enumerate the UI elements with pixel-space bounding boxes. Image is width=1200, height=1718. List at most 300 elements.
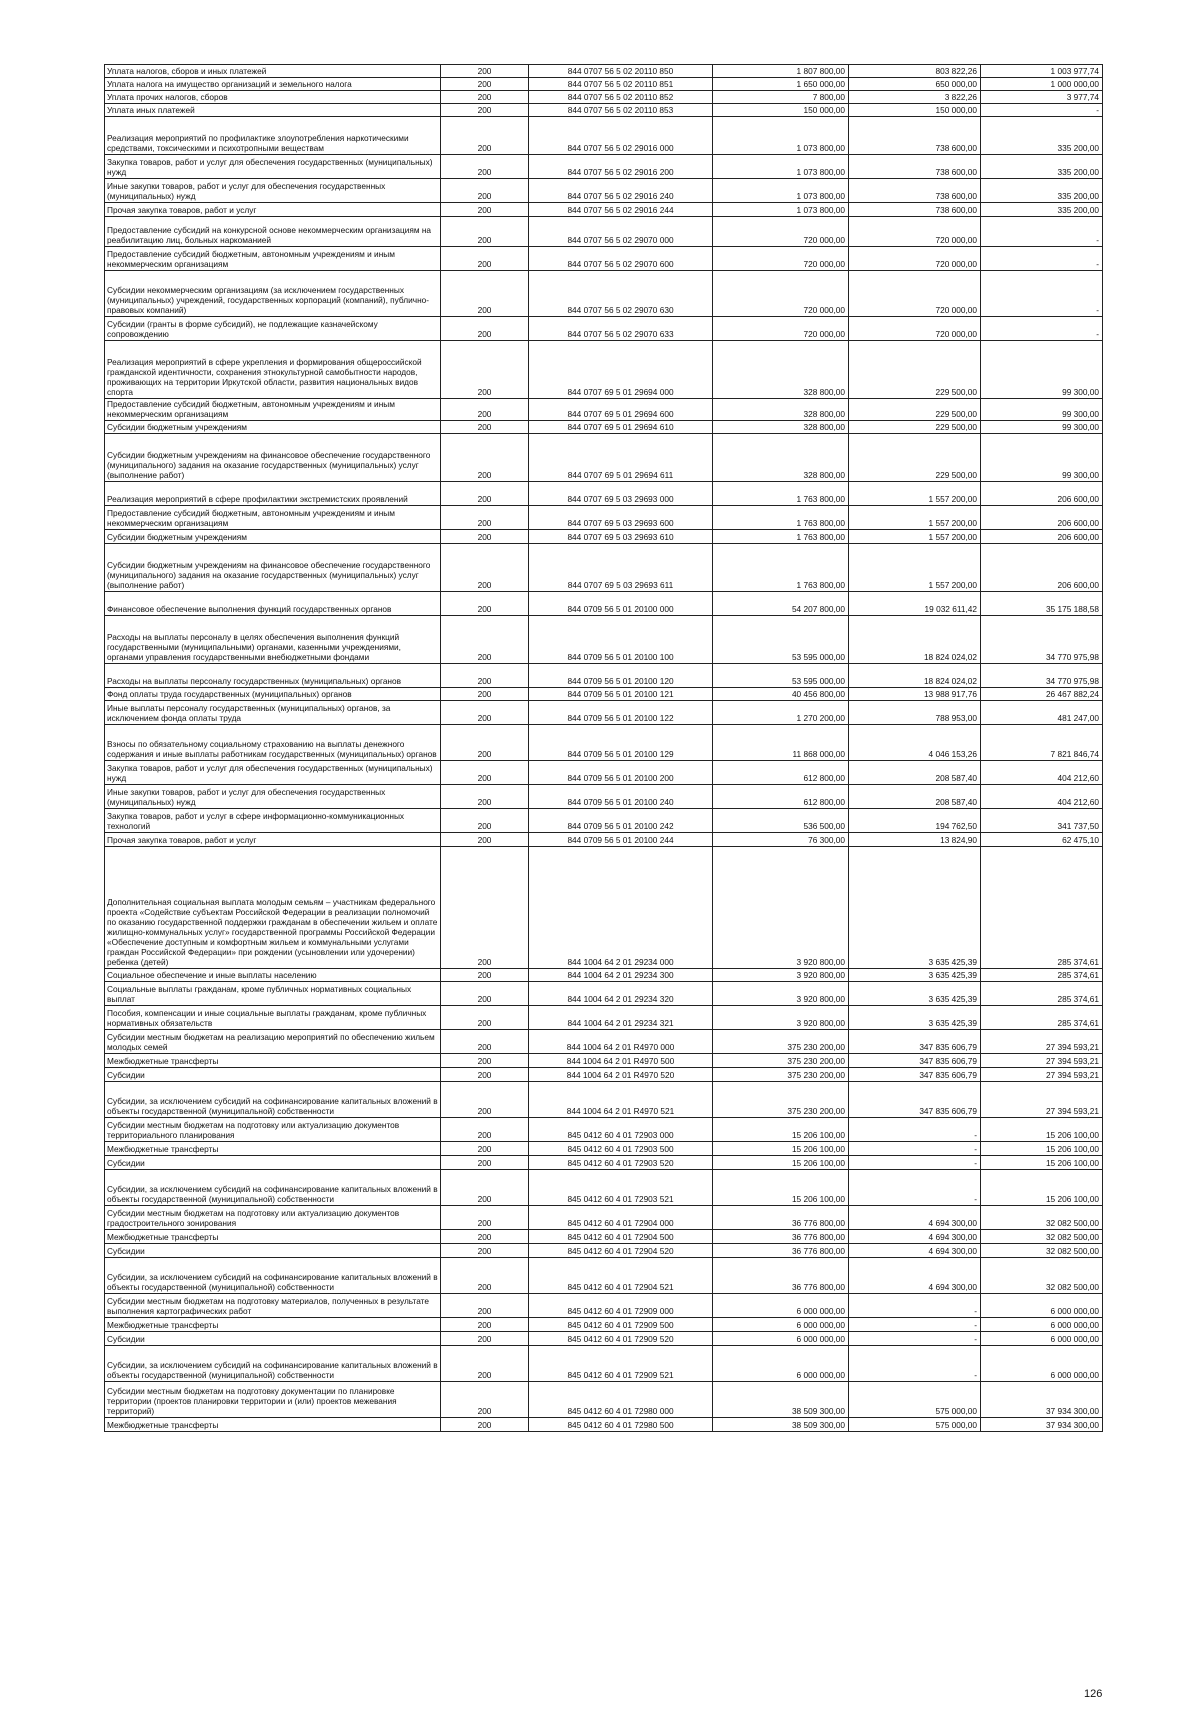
- line-code-cell: 200: [441, 1346, 529, 1382]
- unexecuted-amount-cell: 404 212,60: [981, 785, 1103, 809]
- unexecuted-amount-cell: 7 821 846,74: [981, 725, 1103, 761]
- approved-amount-cell: 36 776 800,00: [713, 1230, 849, 1244]
- executed-amount-cell: -: [849, 1294, 981, 1318]
- table-row: [105, 847, 1103, 969]
- table-row: [105, 1244, 1103, 1258]
- executed-amount-cell: 208 587,40: [849, 761, 981, 785]
- line-code-cell: 200: [441, 969, 529, 982]
- approved-amount-cell: 375 230 200,00: [713, 1030, 849, 1054]
- row-name-cell: Предоставление субсидий бюджетным, автономным учреждениям и иным некоммерческим организациям: [105, 247, 441, 271]
- unexecuted-amount-cell: 27 394 593,21: [981, 1082, 1103, 1118]
- row-name-cell: Социальное обеспечение и иные выплаты населению: [105, 969, 441, 982]
- approved-amount-cell: 1 763 800,00: [713, 482, 849, 506]
- budget-code-cell: 845 0412 60 4 01 72903 521: [529, 1170, 713, 1206]
- approved-amount-cell: 375 230 200,00: [713, 1082, 849, 1118]
- unexecuted-amount-cell: -: [981, 271, 1103, 317]
- budget-code-cell: 845 0412 60 4 01 72903 500: [529, 1142, 713, 1156]
- approved-amount-cell: 375 230 200,00: [713, 1054, 849, 1068]
- table-row: [105, 1382, 1103, 1418]
- line-code-cell: 200: [441, 847, 529, 969]
- row-name-cell: Субсидии местным бюджетам на подготовку или актуализацию документов территориального планирования: [105, 1118, 441, 1142]
- executed-amount-cell: 803 822,26: [849, 65, 981, 78]
- line-code-cell: 200: [441, 217, 529, 247]
- approved-amount-cell: 328 800,00: [713, 421, 849, 434]
- unexecuted-amount-cell: 206 600,00: [981, 506, 1103, 530]
- table-row: [105, 530, 1103, 544]
- budget-execution-table: [104, 64, 1103, 1432]
- unexecuted-amount-cell: 404 212,60: [981, 761, 1103, 785]
- line-code-cell: 200: [441, 1230, 529, 1244]
- row-name-cell: Межбюджетные трансферты: [105, 1054, 441, 1068]
- executed-amount-cell: 229 500,00: [849, 341, 981, 399]
- row-name-cell: Иные выплаты персоналу государственных (муниципальных) органов, за исключением фонда оплаты труда: [105, 701, 441, 725]
- table-row: [105, 833, 1103, 847]
- table-row: [105, 1294, 1103, 1318]
- table-row: [105, 1230, 1103, 1244]
- approved-amount-cell: 6 000 000,00: [713, 1346, 849, 1382]
- table-row: [105, 1054, 1103, 1068]
- table-row: [105, 317, 1103, 341]
- budget-code-cell: 845 0412 60 4 01 72909 521: [529, 1346, 713, 1382]
- row-name-cell: Субсидии: [105, 1068, 441, 1082]
- executed-amount-cell: 347 835 606,79: [849, 1068, 981, 1082]
- table-row: [105, 1206, 1103, 1230]
- unexecuted-amount-cell: 32 082 500,00: [981, 1244, 1103, 1258]
- row-name-cell: Субсидии, за исключением субсидий на софинансирование капитальных вложений в объекты государственной (муниципальной) собственности: [105, 1082, 441, 1118]
- unexecuted-amount-cell: 335 200,00: [981, 155, 1103, 179]
- executed-amount-cell: 150 000,00: [849, 104, 981, 117]
- row-name-cell: Взносы по обязательному социальному страхованию на выплаты денежного содержания и иные выплаты работникам государственных (муниципальных) органов: [105, 725, 441, 761]
- table-row: [105, 616, 1103, 664]
- table-row: [105, 1006, 1103, 1030]
- table-row: [105, 592, 1103, 616]
- executed-amount-cell: -: [849, 1142, 981, 1156]
- executed-amount-cell: 738 600,00: [849, 179, 981, 203]
- line-code-cell: 200: [441, 1006, 529, 1030]
- line-code-cell: 200: [441, 482, 529, 506]
- approved-amount-cell: 53 595 000,00: [713, 616, 849, 664]
- unexecuted-amount-cell: 6 000 000,00: [981, 1346, 1103, 1382]
- approved-amount-cell: 612 800,00: [713, 785, 849, 809]
- line-code-cell: 200: [441, 247, 529, 271]
- budget-code-cell: 844 1004 64 2 01 29234 321: [529, 1006, 713, 1030]
- row-name-cell: Закупка товаров, работ и услуг для обеспечения государственных (муниципальных) нужд: [105, 155, 441, 179]
- budget-code-cell: 845 0412 60 4 01 72909 000: [529, 1294, 713, 1318]
- budget-code-cell: 845 0412 60 4 01 72980 000: [529, 1382, 713, 1418]
- row-name-cell: Субсидии: [105, 1244, 441, 1258]
- budget-code-cell: 844 1004 64 2 01 29234 320: [529, 982, 713, 1006]
- approved-amount-cell: 720 000,00: [713, 317, 849, 341]
- budget-code-cell: 844 1004 64 2 01 R4970 520: [529, 1068, 713, 1082]
- table-row: [105, 982, 1103, 1006]
- unexecuted-amount-cell: -: [981, 104, 1103, 117]
- row-name-cell: Субсидии: [105, 1156, 441, 1170]
- row-name-cell: Субсидии бюджетным учреждениям: [105, 530, 441, 544]
- executed-amount-cell: 1 557 200,00: [849, 544, 981, 592]
- table-row: [105, 179, 1103, 203]
- table-row: [105, 1318, 1103, 1332]
- budget-code-cell: 845 0412 60 4 01 72903 000: [529, 1118, 713, 1142]
- table-row: [105, 506, 1103, 530]
- row-name-cell: Межбюджетные трансферты: [105, 1318, 441, 1332]
- approved-amount-cell: 7 800,00: [713, 91, 849, 104]
- row-name-cell: Уплата налогов, сборов и иных платежей: [105, 65, 441, 78]
- approved-amount-cell: 375 230 200,00: [713, 1068, 849, 1082]
- row-name-cell: Субсидии местным бюджетам на подготовку материалов, полученных в результате выполнения картографических работ: [105, 1294, 441, 1318]
- approved-amount-cell: 36 776 800,00: [713, 1258, 849, 1294]
- line-code-cell: 200: [441, 65, 529, 78]
- approved-amount-cell: 3 920 800,00: [713, 969, 849, 982]
- table-row: [105, 664, 1103, 688]
- table-row: [105, 809, 1103, 833]
- line-code-cell: 200: [441, 1258, 529, 1294]
- line-code-cell: 200: [441, 506, 529, 530]
- executed-amount-cell: 3 635 425,39: [849, 847, 981, 969]
- budget-code-cell: 844 0707 56 5 02 29016 200: [529, 155, 713, 179]
- executed-amount-cell: 347 835 606,79: [849, 1054, 981, 1068]
- approved-amount-cell: 76 300,00: [713, 833, 849, 847]
- unexecuted-amount-cell: 32 082 500,00: [981, 1230, 1103, 1244]
- executed-amount-cell: 4 694 300,00: [849, 1206, 981, 1230]
- executed-amount-cell: 738 600,00: [849, 117, 981, 155]
- budget-code-cell: 844 0707 69 5 01 29694 600: [529, 399, 713, 421]
- approved-amount-cell: 40 456 800,00: [713, 688, 849, 701]
- table-row: [105, 1156, 1103, 1170]
- unexecuted-amount-cell: 481 247,00: [981, 701, 1103, 725]
- row-name-cell: Расходы на выплаты персоналу в целях обеспечения выполнения функций государственными (муниципальными) органами, казенными учреждениями, органами управления государственными внебюджетными фондами: [105, 616, 441, 664]
- budget-code-cell: 844 1004 64 2 01 29234 000: [529, 847, 713, 969]
- executed-amount-cell: -: [849, 1346, 981, 1382]
- row-name-cell: Иные закупки товаров, работ и услуг для обеспечения государственных (муниципальных) нужд: [105, 785, 441, 809]
- approved-amount-cell: 328 800,00: [713, 341, 849, 399]
- budget-code-cell: 844 0707 56 5 02 29070 633: [529, 317, 713, 341]
- line-code-cell: 200: [441, 341, 529, 399]
- executed-amount-cell: 13 988 917,76: [849, 688, 981, 701]
- approved-amount-cell: 720 000,00: [713, 271, 849, 317]
- line-code-cell: 200: [441, 1294, 529, 1318]
- unexecuted-amount-cell: 335 200,00: [981, 203, 1103, 217]
- table-row: [105, 341, 1103, 399]
- table-row: [105, 203, 1103, 217]
- line-code-cell: 200: [441, 1318, 529, 1332]
- approved-amount-cell: 328 800,00: [713, 399, 849, 421]
- line-code-cell: 200: [441, 1170, 529, 1206]
- budget-code-cell: 844 0707 69 5 03 29693 611: [529, 544, 713, 592]
- table-row: [105, 969, 1103, 982]
- approved-amount-cell: 15 206 100,00: [713, 1118, 849, 1142]
- approved-amount-cell: 612 800,00: [713, 761, 849, 785]
- budget-code-cell: 844 0707 56 5 02 20110 852: [529, 91, 713, 104]
- table-row: [105, 1030, 1103, 1054]
- approved-amount-cell: 6 000 000,00: [713, 1294, 849, 1318]
- approved-amount-cell: 328 800,00: [713, 434, 849, 482]
- unexecuted-amount-cell: 99 300,00: [981, 399, 1103, 421]
- executed-amount-cell: -: [849, 1118, 981, 1142]
- unexecuted-amount-cell: 285 374,61: [981, 1006, 1103, 1030]
- budget-code-cell: 845 0412 60 4 01 72903 520: [529, 1156, 713, 1170]
- row-name-cell: Субсидии бюджетным учреждениям на финансовое обеспечение государственного (муниципального) задания на оказание государственных (муниципальных) услуг (выполнение работ): [105, 434, 441, 482]
- table-row: [105, 701, 1103, 725]
- budget-code-cell: 844 0709 56 5 01 20100 120: [529, 664, 713, 688]
- budget-code-cell: 844 0707 56 5 02 20110 853: [529, 104, 713, 117]
- budget-code-cell: 844 0709 56 5 01 20100 242: [529, 809, 713, 833]
- line-code-cell: 200: [441, 1030, 529, 1054]
- budget-code-cell: 845 0412 60 4 01 72980 500: [529, 1418, 713, 1432]
- table-row: [105, 247, 1103, 271]
- approved-amount-cell: 38 509 300,00: [713, 1418, 849, 1432]
- table-row: [105, 1346, 1103, 1382]
- unexecuted-amount-cell: 285 374,61: [981, 969, 1103, 982]
- budget-code-cell: 845 0412 60 4 01 72904 521: [529, 1258, 713, 1294]
- row-name-cell: Субсидии (гранты в форме субсидий), не подлежащие казначейскому сопровождению: [105, 317, 441, 341]
- row-name-cell: Межбюджетные трансферты: [105, 1230, 441, 1244]
- line-code-cell: 200: [441, 78, 529, 91]
- approved-amount-cell: 36 776 800,00: [713, 1206, 849, 1230]
- line-code-cell: 200: [441, 1244, 529, 1258]
- unexecuted-amount-cell: 335 200,00: [981, 179, 1103, 203]
- unexecuted-amount-cell: 99 300,00: [981, 434, 1103, 482]
- row-name-cell: Реализация мероприятий в сфере укрепления и формирования общероссийской гражданской идентичности, сохранения этнокультурной самобытности народов, проживающих на территории Иркутской области, развития национальных видов спорта: [105, 341, 441, 399]
- executed-amount-cell: -: [849, 1170, 981, 1206]
- approved-amount-cell: 1 650 000,00: [713, 78, 849, 91]
- unexecuted-amount-cell: 15 206 100,00: [981, 1156, 1103, 1170]
- table-row: [105, 1082, 1103, 1118]
- approved-amount-cell: 1 763 800,00: [713, 506, 849, 530]
- row-name-cell: Фонд оплаты труда государственных (муниципальных) органов: [105, 688, 441, 701]
- table-row: [105, 91, 1103, 104]
- line-code-cell: 200: [441, 616, 529, 664]
- approved-amount-cell: 15 206 100,00: [713, 1142, 849, 1156]
- unexecuted-amount-cell: 6 000 000,00: [981, 1332, 1103, 1346]
- unexecuted-amount-cell: 27 394 593,21: [981, 1030, 1103, 1054]
- row-name-cell: Межбюджетные трансферты: [105, 1142, 441, 1156]
- budget-code-cell: 844 0707 69 5 01 29694 000: [529, 341, 713, 399]
- approved-amount-cell: 11 868 000,00: [713, 725, 849, 761]
- approved-amount-cell: 1 073 800,00: [713, 203, 849, 217]
- row-name-cell: Субсидии местным бюджетам на подготовку или актуализацию документов градостроительного зонирования: [105, 1206, 441, 1230]
- table-row: [105, 1258, 1103, 1294]
- budget-code-cell: 844 0707 56 5 02 29016 240: [529, 179, 713, 203]
- executed-amount-cell: 208 587,40: [849, 785, 981, 809]
- line-code-cell: 200: [441, 544, 529, 592]
- table-row: [105, 1118, 1103, 1142]
- budget-code-cell: 845 0412 60 4 01 72909 500: [529, 1318, 713, 1332]
- executed-amount-cell: 575 000,00: [849, 1382, 981, 1418]
- unexecuted-amount-cell: 99 300,00: [981, 421, 1103, 434]
- unexecuted-amount-cell: 1 000 000,00: [981, 78, 1103, 91]
- executed-amount-cell: 650 000,00: [849, 78, 981, 91]
- row-name-cell: Уплата прочих налогов, сборов: [105, 91, 441, 104]
- executed-amount-cell: 4 694 300,00: [849, 1230, 981, 1244]
- approved-amount-cell: 54 207 800,00: [713, 592, 849, 616]
- row-name-cell: Закупка товаров, работ и услуг в сфере информационно-коммуникационных технологий: [105, 809, 441, 833]
- budget-code-cell: 844 0709 56 5 01 20100 200: [529, 761, 713, 785]
- budget-code-cell: 844 0709 56 5 01 20100 121: [529, 688, 713, 701]
- unexecuted-amount-cell: -: [981, 317, 1103, 341]
- unexecuted-amount-cell: 27 394 593,21: [981, 1054, 1103, 1068]
- line-code-cell: 200: [441, 725, 529, 761]
- line-code-cell: 200: [441, 421, 529, 434]
- budget-code-cell: 844 0707 69 5 03 29693 610: [529, 530, 713, 544]
- executed-amount-cell: 347 835 606,79: [849, 1030, 981, 1054]
- executed-amount-cell: -: [849, 1156, 981, 1170]
- budget-code-cell: 844 1004 64 2 01 R4970 521: [529, 1082, 713, 1118]
- unexecuted-amount-cell: -: [981, 217, 1103, 247]
- row-name-cell: Прочая закупка товаров, работ и услуг: [105, 203, 441, 217]
- executed-amount-cell: 4 694 300,00: [849, 1258, 981, 1294]
- line-code-cell: 200: [441, 530, 529, 544]
- approved-amount-cell: 6 000 000,00: [713, 1318, 849, 1332]
- approved-amount-cell: 38 509 300,00: [713, 1382, 849, 1418]
- line-code-cell: 200: [441, 833, 529, 847]
- executed-amount-cell: 575 000,00: [849, 1418, 981, 1432]
- approved-amount-cell: 36 776 800,00: [713, 1244, 849, 1258]
- budget-code-cell: 844 0707 69 5 01 29694 611: [529, 434, 713, 482]
- unexecuted-amount-cell: 3 977,74: [981, 91, 1103, 104]
- executed-amount-cell: -: [849, 1332, 981, 1346]
- table-row: [105, 544, 1103, 592]
- line-code-cell: 200: [441, 317, 529, 341]
- line-code-cell: 200: [441, 1418, 529, 1432]
- table-row: [105, 1068, 1103, 1082]
- unexecuted-amount-cell: 34 770 975,98: [981, 616, 1103, 664]
- table-row: [105, 725, 1103, 761]
- executed-amount-cell: 1 557 200,00: [849, 482, 981, 506]
- unexecuted-amount-cell: 99 300,00: [981, 341, 1103, 399]
- line-code-cell: 200: [441, 982, 529, 1006]
- budget-code-cell: 844 0709 56 5 01 20100 240: [529, 785, 713, 809]
- unexecuted-amount-cell: 34 770 975,98: [981, 664, 1103, 688]
- unexecuted-amount-cell: 335 200,00: [981, 117, 1103, 155]
- budget-code-cell: 844 0709 56 5 01 20100 000: [529, 592, 713, 616]
- unexecuted-amount-cell: 206 600,00: [981, 482, 1103, 506]
- line-code-cell: 200: [441, 785, 529, 809]
- row-name-cell: Субсидии, за исключением субсидий на софинансирование капитальных вложений в объекты государственной (муниципальной) собственности: [105, 1258, 441, 1294]
- budget-code-cell: 844 0709 56 5 01 20100 129: [529, 725, 713, 761]
- approved-amount-cell: 720 000,00: [713, 247, 849, 271]
- executed-amount-cell: 229 500,00: [849, 421, 981, 434]
- row-name-cell: Иные закупки товаров, работ и услуг для обеспечения государственных (муниципальных) нужд: [105, 179, 441, 203]
- executed-amount-cell: 738 600,00: [849, 203, 981, 217]
- executed-amount-cell: 229 500,00: [849, 434, 981, 482]
- executed-amount-cell: 18 824 024,02: [849, 616, 981, 664]
- executed-amount-cell: 13 824,90: [849, 833, 981, 847]
- executed-amount-cell: 720 000,00: [849, 271, 981, 317]
- budget-execution-table-container: [104, 64, 1102, 1432]
- row-name-cell: Пособия, компенсации и иные социальные выплаты гражданам, кроме публичных нормативных обязательств: [105, 1006, 441, 1030]
- unexecuted-amount-cell: 62 475,10: [981, 833, 1103, 847]
- line-code-cell: 200: [441, 688, 529, 701]
- approved-amount-cell: 6 000 000,00: [713, 1332, 849, 1346]
- line-code-cell: 200: [441, 761, 529, 785]
- row-name-cell: Субсидии местным бюджетам на реализацию мероприятий по обеспечению жильем молодых семей: [105, 1030, 441, 1054]
- table-row: [105, 761, 1103, 785]
- table-row: [105, 688, 1103, 701]
- executed-amount-cell: 19 032 611,42: [849, 592, 981, 616]
- unexecuted-amount-cell: 206 600,00: [981, 530, 1103, 544]
- budget-code-cell: 845 0412 60 4 01 72909 520: [529, 1332, 713, 1346]
- line-code-cell: 200: [441, 1054, 529, 1068]
- row-name-cell: Межбюджетные трансферты: [105, 1418, 441, 1432]
- page-number: 126: [1084, 1688, 1103, 1700]
- budget-code-cell: 845 0412 60 4 01 72904 000: [529, 1206, 713, 1230]
- approved-amount-cell: 1 763 800,00: [713, 530, 849, 544]
- table-row: [105, 482, 1103, 506]
- unexecuted-amount-cell: 285 374,61: [981, 982, 1103, 1006]
- executed-amount-cell: 3 635 425,39: [849, 969, 981, 982]
- row-name-cell: Субсидии, за исключением субсидий на софинансирование капитальных вложений в объекты государственной (муниципальной) собственности: [105, 1346, 441, 1382]
- approved-amount-cell: 15 206 100,00: [713, 1170, 849, 1206]
- table-row: [105, 217, 1103, 247]
- line-code-cell: 200: [441, 1206, 529, 1230]
- budget-code-cell: 844 1004 64 2 01 R4970 000: [529, 1030, 713, 1054]
- line-code-cell: 200: [441, 399, 529, 421]
- approved-amount-cell: 536 500,00: [713, 809, 849, 833]
- budget-code-cell: 844 0707 56 5 02 29016 000: [529, 117, 713, 155]
- table-row: [105, 155, 1103, 179]
- executed-amount-cell: 3 822,26: [849, 91, 981, 104]
- approved-amount-cell: 3 920 800,00: [713, 982, 849, 1006]
- table-row: [105, 1142, 1103, 1156]
- executed-amount-cell: 720 000,00: [849, 217, 981, 247]
- line-code-cell: 200: [441, 104, 529, 117]
- line-code-cell: 200: [441, 1332, 529, 1346]
- unexecuted-amount-cell: 285 374,61: [981, 847, 1103, 969]
- line-code-cell: 200: [441, 271, 529, 317]
- line-code-cell: 200: [441, 664, 529, 688]
- table-row: [105, 1332, 1103, 1346]
- table-row: [105, 78, 1103, 91]
- approved-amount-cell: 3 920 800,00: [713, 847, 849, 969]
- executed-amount-cell: 3 635 425,39: [849, 1006, 981, 1030]
- executed-amount-cell: 229 500,00: [849, 399, 981, 421]
- budget-code-cell: 844 0707 56 5 02 20110 850: [529, 65, 713, 78]
- budget-code-cell: 844 0709 56 5 01 20100 100: [529, 616, 713, 664]
- unexecuted-amount-cell: 15 206 100,00: [981, 1118, 1103, 1142]
- budget-code-cell: 844 0707 69 5 03 29693 000: [529, 482, 713, 506]
- line-code-cell: 200: [441, 155, 529, 179]
- budget-code-cell: 845 0412 60 4 01 72904 500: [529, 1230, 713, 1244]
- budget-code-cell: 844 0707 69 5 01 29694 610: [529, 421, 713, 434]
- executed-amount-cell: -: [849, 1318, 981, 1332]
- row-name-cell: Субсидии местным бюджетам на подготовку документации по планировке территории (проектов планировки территории и (или) проектов межевания территорий): [105, 1382, 441, 1418]
- line-code-cell: 200: [441, 1382, 529, 1418]
- table-row: [105, 117, 1103, 155]
- row-name-cell: Субсидии некоммерческим организациям (за исключением государственных (муниципальных) учреждений, государственных корпораций (компаний), публично-правовых компаний): [105, 271, 441, 317]
- unexecuted-amount-cell: 35 175 188,58: [981, 592, 1103, 616]
- unexecuted-amount-cell: 32 082 500,00: [981, 1258, 1103, 1294]
- line-code-cell: 200: [441, 117, 529, 155]
- row-name-cell: Уплата иных платежей: [105, 104, 441, 117]
- line-code-cell: 200: [441, 1142, 529, 1156]
- executed-amount-cell: 720 000,00: [849, 317, 981, 341]
- approved-amount-cell: 1 270 200,00: [713, 701, 849, 725]
- unexecuted-amount-cell: -: [981, 247, 1103, 271]
- unexecuted-amount-cell: 27 394 593,21: [981, 1068, 1103, 1082]
- table-row: [105, 65, 1103, 78]
- table-row: [105, 434, 1103, 482]
- approved-amount-cell: 1 073 800,00: [713, 155, 849, 179]
- budget-code-cell: 844 0707 56 5 02 29016 244: [529, 203, 713, 217]
- line-code-cell: 200: [441, 203, 529, 217]
- row-name-cell: Субсидии, за исключением субсидий на софинансирование капитальных вложений в объекты государственной (муниципальной) собственности: [105, 1170, 441, 1206]
- row-name-cell: Субсидии: [105, 1332, 441, 1346]
- approved-amount-cell: 1 807 800,00: [713, 65, 849, 78]
- executed-amount-cell: 720 000,00: [849, 247, 981, 271]
- row-name-cell: Социальные выплаты гражданам, кроме публичных нормативных социальных выплат: [105, 982, 441, 1006]
- table-row: [105, 785, 1103, 809]
- executed-amount-cell: 3 635 425,39: [849, 982, 981, 1006]
